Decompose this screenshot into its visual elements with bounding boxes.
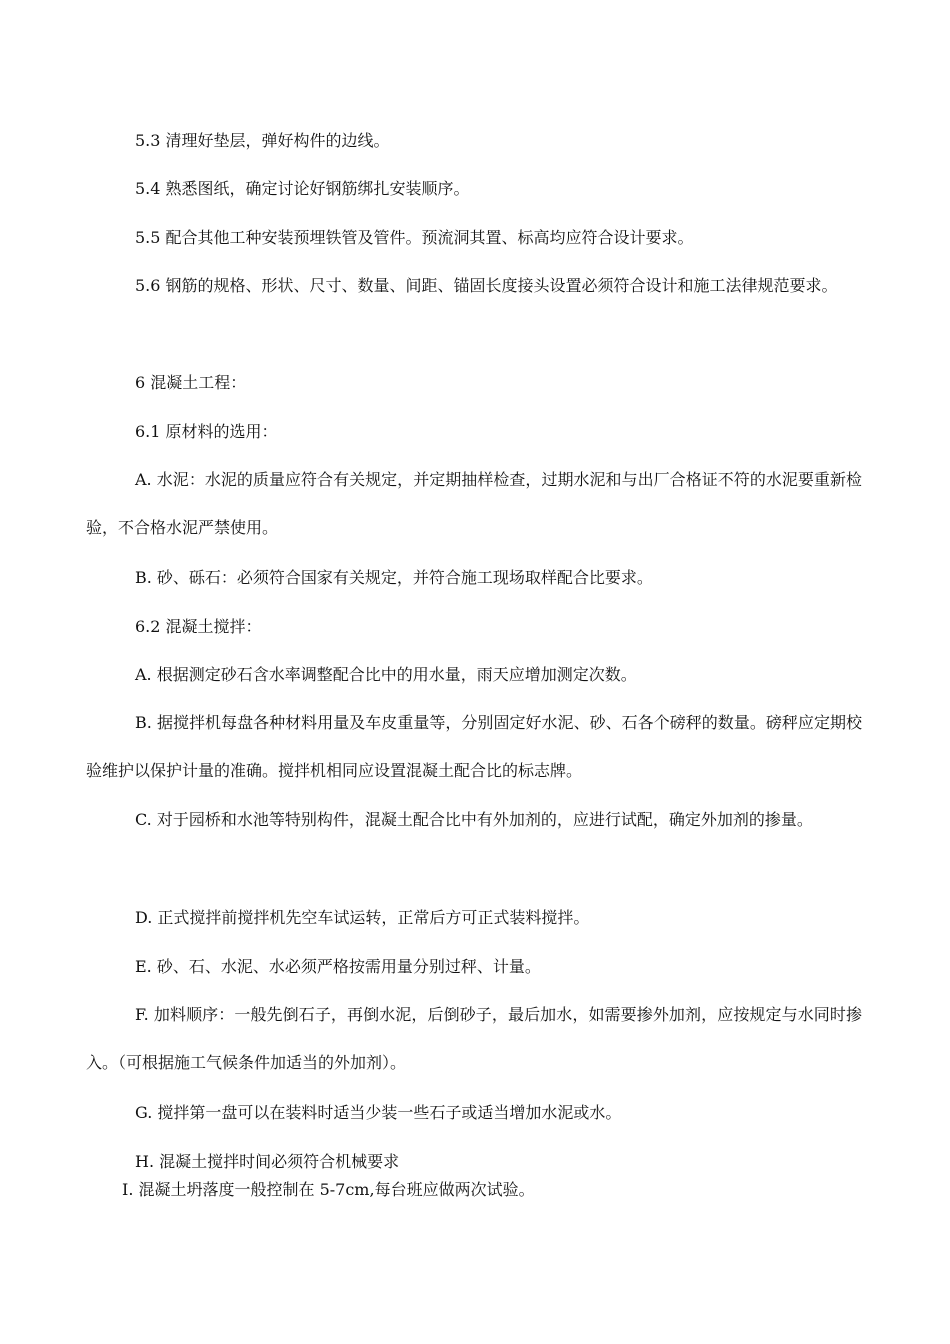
paragraph-5-6: 5.6 钢筋的规格、形状、尺寸、数量、间距、锚固长度接头设置必须符合设计和施工法律规范要求。: [135, 276, 838, 295]
paragraph-6-1-b: B. 砂、砾石：必须符合国家有关规定，并符合施工现场取样配合比要求。: [135, 568, 653, 587]
paragraph-5-3: 5.3 清理好垫层，弹好构件的边线。: [135, 131, 390, 150]
heading-6-1: 6.1 原材料的选用：: [135, 422, 278, 441]
paragraph-6-2-h: H. 混凝土搅拌时间必须符合机械要求: [135, 1152, 400, 1171]
heading-6: 6 混凝土工程：: [135, 373, 247, 392]
paragraph-5-5: 5.5 配合其他工种安装预埋铁管及管件。预流洞其置、标高均应符合设计要求。: [135, 228, 694, 247]
paragraph-6-2-c: C. 对于园桥和水池等特别构件，混凝土配合比中有外加剂的，应进行试配，确定外加剂的掺量。: [135, 810, 813, 829]
heading-6-2: 6.2 混凝土搅拌：: [135, 617, 262, 636]
paragraph-6-2-d: D. 正式搅拌前搅拌机先空车试运转，正常后方可正式装料搅拌。: [135, 908, 590, 927]
paragraph-6-2-a: A. 根据测定砂石含水率调整配合比中的用水量，雨天应增加测定次数。: [135, 665, 637, 684]
paragraph-5-4: 5.4 熟悉图纸，确定讨论好钢筋绑扎安装顺序。: [135, 179, 470, 198]
paragraph-6-1-a: A. 水泥：水泥的质量应符合有关规定，并定期抽样检查，过期水泥和与出厂合格证不符的水泥要重新检验，不合格水泥严禁使用。: [86, 470, 862, 537]
paragraph-6-2-b: B. 据搅拌机每盘各种材料用量及车皮重量等，分别固定好水泥、砂、石各个磅秤的数量。磅秤应定期校验维护以保护计量的准确。搅拌机相同应设置混凝土配合比的标志牌。: [86, 713, 862, 780]
paragraph-6-2-e: E. 砂、石、水泥、水必须严格按需用量分别过秤、计量。: [135, 957, 541, 976]
paragraph-6-2-g: G. 搅拌第一盘可以在装料时适当少装一些石子或适当增加水泥或水。: [135, 1103, 622, 1122]
paragraph-6-2-i: I. 混凝土坍落度一般控制在 5-7cm,每台班应做两次试验。: [122, 1180, 535, 1199]
paragraph-6-2-f: F. 加料顺序：一般先倒石子，再倒水泥，后倒砂子，最后加水，如需要掺外加剂，应按规定与水同时掺入。（可根据施工气候条件加适当的外加剂）。: [86, 1005, 862, 1072]
